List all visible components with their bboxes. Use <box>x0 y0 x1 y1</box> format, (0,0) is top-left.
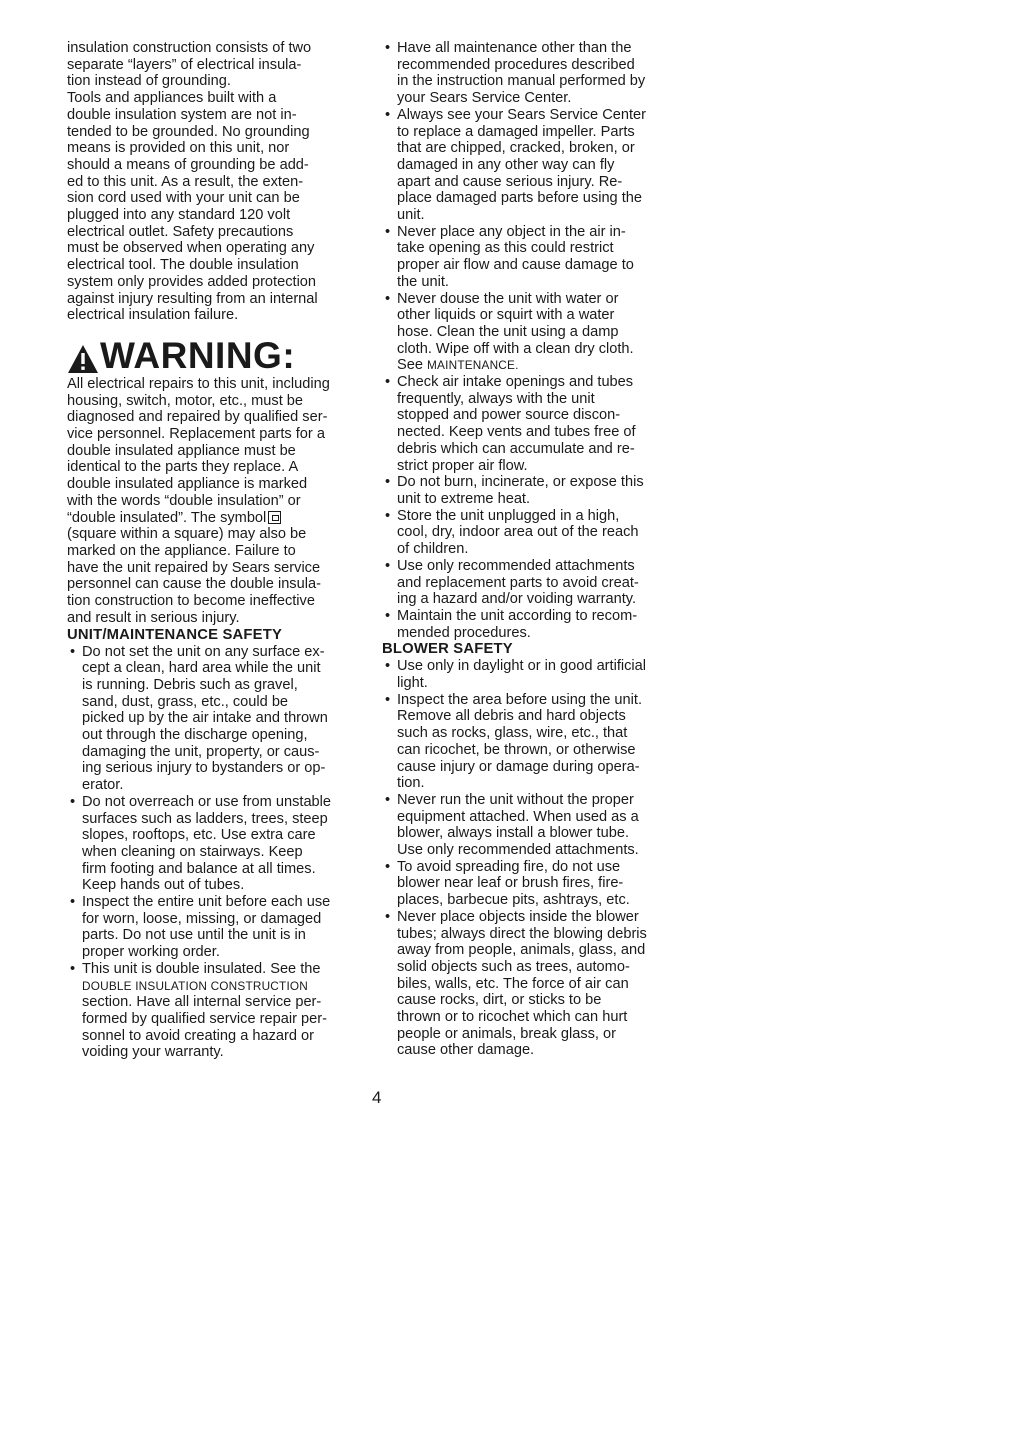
list-item <box>67 961 359 1061</box>
list-item-text: This unit is double insulated. See the <box>82 960 321 977</box>
blower-safety-heading: BLOWER SAFETY <box>382 641 513 658</box>
intro-paragraph: insulation construction consists of two separate “layers” of electrical insula- tion instead of grounding. <box>67 40 312 90</box>
square-within-square-icon <box>268 511 281 524</box>
list-item-text: section. Have all internal service per- formed by qualified service repair per- sonnel to avoid creating a hazard or voiding your warranty. <box>82 994 327 1061</box>
section-reference: MAINTENANCE. <box>427 358 519 373</box>
warning-title: WARNING: <box>100 334 296 376</box>
list-item: • Check air intake openings and tubes frequently, always with the unit stopped and power source discon- nected. Keep vents and tubes free of debris which can accumulate and re- strict proper air flow. <box>382 374 672 474</box>
page-number: 4 <box>372 1088 382 1107</box>
list-item: • Do not overreach or use from unstable surfaces such as ladders, trees, steep slopes, rooftops, etc. Use extra care when cleaning on stairways. Keep firm footing and balance at all times. Keep hands out of tubes. <box>67 794 359 894</box>
right-column <box>382 40 672 1059</box>
list-item: • Do not burn, incinerate, or expose this unit to extreme heat. <box>382 474 672 507</box>
warning-text <box>67 376 359 627</box>
unit-maintenance-safety-heading: UNIT/MAINTENANCE SAFETY <box>67 626 283 643</box>
list-item: • Never run the unit without the proper equipment attached. When used as a blower, always install a blower tube. Use only recommended attachments. <box>382 792 672 859</box>
list-item: • Have all maintenance other than the recommended procedures described in the instruction manual performed by your Sears Service Center. <box>382 40 672 107</box>
warning-heading <box>67 334 359 374</box>
list-item: • Always see your Sears Service Center to replace a damaged impeller. Parts that are chipped, cracked, broken, or damaged in any other way can fly apart and cause serious injury. Re- place damaged parts before using the unit. <box>382 107 672 224</box>
list-item <box>382 291 672 375</box>
section-reference: DOUBLE INSULATION CONSTRUCTION <box>82 978 309 993</box>
maintenance-list-continued <box>382 40 672 641</box>
left-column <box>67 40 359 1061</box>
list-item: • Inspect the area before using the unit. Remove all debris and hard objects such as rocks, glass, wire, etc., that can ricochet, be thrown, or otherwise cause injury or damage during opera- tion. <box>382 692 672 792</box>
unit-maintenance-list <box>67 644 359 1062</box>
list-item: • Use only recommended attachments and replacement parts to avoid creat- ing a hazard and/or voiding warranty. <box>382 558 672 608</box>
list-item: • Store the unit unplugged in a high, cool, dry, indoor area out of the reach of children. <box>382 508 672 558</box>
list-item: • Do not set the unit on any surface ex- cept a clean, hard area while the unit is running. Debris such as gravel, sand, dust, grass, etc., could be picked up by the air intake and thrown out through the discharge opening, damaging the unit, property, or caus- ing serious injury to bystanders or op- erator. <box>67 644 359 794</box>
list-item-text: Never douse the unit with water or other liquids or squirt with a water hose. Clean the unit using a damp cloth. Wipe off with a clean dry cloth. See <box>397 290 634 374</box>
list-item: • Never place any object in the air in- take opening as this could restrict proper air flow and cause damage to the unit. <box>382 224 672 291</box>
warning-text-part1: All electrical repairs to this unit, including housing, switch, motor, etc., must be diagnosed and repaired by qualified ser- vice personnel. Replacement parts for a double insulated appliance must be identical to the parts they replace. A double insulated appliance is marked with the words “double insulation” or “double insulated”. The symbol <box>67 375 330 526</box>
warning-triangle-icon <box>67 344 99 374</box>
list-item: • Use only in daylight or in good artificial light. <box>382 658 672 691</box>
warning-text-part2: (square within a square) may also be marked on the appliance. Failure to have the unit repaired by Sears service personnel can cause the double insula- tion construction to become ineffective and result in serious injury. <box>67 526 321 626</box>
blower-safety-list <box>382 658 672 1059</box>
list-item: • Inspect the entire unit before each use for worn, loose, missing, or damaged parts. Do not use until the unit is in proper working order. <box>67 894 359 961</box>
tools-paragraph: Tools and appliances built with a double insulation system are not in- tended to be grounded. No grounding means is provided on this unit, nor should a means of grounding be add- ed to this unit. As a result, the exten- sion cord used with your unit can be plugged into any standard 120 volt electrical outlet. Safety precautions must be observed when operating any electrical tool. The double insulation system only provides added protection against injury resulting from an internal electrical insulation failure. <box>67 90 318 324</box>
list-item: • To avoid spreading fire, do not use blower near leaf or brush fires, fire- places, barbecue pits, ashtrays, etc. <box>382 859 672 909</box>
list-item: • Never place objects inside the blower tubes; always direct the blowing debris away from people, animals, glass, and solid objects such as trees, automo- biles, walls, etc. The force of air can cause rocks, dirt, or sticks to be thrown or to ricochet which can hurt people or animals, break glass, or cause other damage. <box>382 909 672 1059</box>
list-item: • Maintain the unit according to recom- mended procedures. <box>382 608 672 641</box>
